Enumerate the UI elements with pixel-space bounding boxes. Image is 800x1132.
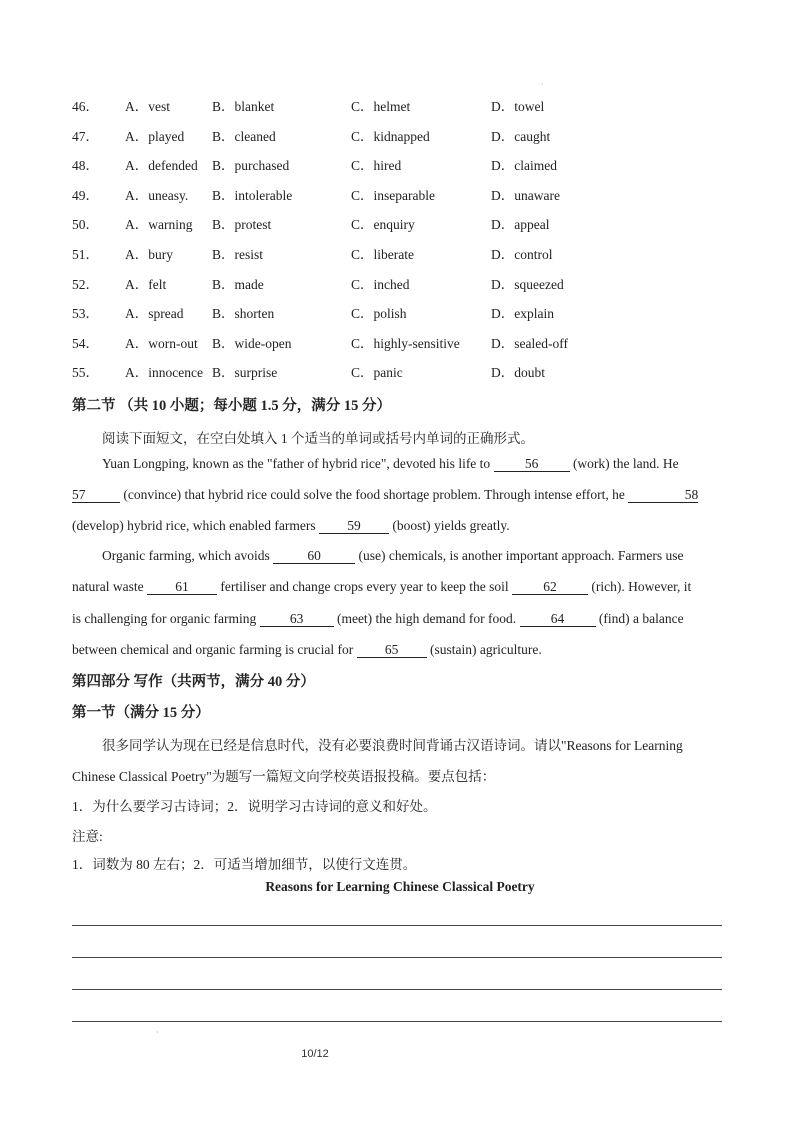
- question-row: [72, 94, 672, 124]
- question-row: [72, 242, 672, 272]
- question-row: [72, 212, 672, 242]
- multiple-choice-list: [72, 94, 672, 390]
- question-number: 47．: [72, 128, 99, 144]
- option-b: B．intolerable: [212, 187, 293, 203]
- writing-notes: 1．词数为 80 左右；2．可适当增加细节，以使行文连贯。: [72, 857, 417, 872]
- option-d: D．sealed-off: [491, 335, 568, 351]
- passage-line-3: (develop) hybrid rice, which enabled farmers 59 (boost) yields greatly.: [72, 518, 510, 533]
- question-row: [72, 153, 672, 183]
- option-a: A．vest: [125, 99, 170, 114]
- question-number: 46．: [72, 99, 99, 114]
- option-d: D．towel: [491, 99, 545, 114]
- option-a: A．worn-out: [125, 335, 198, 351]
- section2-heading: 第二节 （共 10 小题；每小题 1.5 分，满分 15 分）: [72, 398, 391, 414]
- option-b: B．blanket: [212, 99, 275, 114]
- answer-line: [72, 989, 722, 990]
- question-row: [72, 331, 672, 361]
- option-d: D．appeal: [491, 217, 550, 233]
- question-number: 55．: [72, 365, 99, 381]
- option-a: A．spread: [125, 306, 184, 322]
- blank-61: 61: [147, 579, 217, 595]
- question-number: 50．: [72, 217, 99, 233]
- question-number: 54．: [72, 335, 99, 351]
- question-number: 52．: [72, 276, 99, 292]
- option-b: B．cleaned: [212, 128, 276, 144]
- option-b: B．purchased: [212, 158, 290, 174]
- passage-line-4: Organic farming, which avoids 60 (use) chemicals, is another important approach. Farmers use: [102, 548, 684, 563]
- essay-title: Reasons for Learning Chinese Classical Poetry: [265, 879, 535, 894]
- option-a: A．warning: [125, 217, 193, 233]
- passage-line-7: between chemical and organic farming is crucial for 65 (sustain) agriculture.: [72, 642, 542, 657]
- option-b: B．protest: [212, 217, 272, 233]
- answer-line: [72, 1021, 722, 1022]
- blank-59: 59: [319, 518, 389, 534]
- option-d: D．doubt: [491, 365, 545, 381]
- writing-points: 1．为什么要学习古诗词；2．说明学习古诗词的意义和好处。: [72, 799, 437, 814]
- blank-58: 58: [628, 487, 698, 503]
- option-b: B．made: [212, 276, 264, 292]
- option-b: B．resist: [212, 246, 264, 262]
- option-a: A．played: [125, 128, 185, 144]
- blank-56: 56: [494, 456, 570, 472]
- part4-subheading: 第一节（满分 15 分）: [72, 705, 210, 721]
- option-b: B．surprise: [212, 365, 278, 381]
- option-c: C．enquiry: [351, 217, 415, 233]
- option-d: D．squeezed: [491, 276, 564, 292]
- option-c: C．panic: [351, 365, 403, 381]
- option-c: C．highly-sensitive: [351, 335, 460, 351]
- blank-60: 60: [273, 548, 355, 564]
- scan-dot: ·: [541, 80, 544, 89]
- section2-instruction: 阅读下面短文，在空白处填入 1 个适当的单词或括号内单词的正确形式。: [102, 431, 534, 446]
- option-b: B．wide-open: [212, 335, 292, 351]
- question-row: [72, 124, 672, 154]
- passage-line-6: is challenging for organic farming 63 (meet) the high demand for food. 64 (find) a balance: [72, 611, 684, 626]
- option-c: C．inched: [351, 276, 410, 292]
- scan-dot: ·: [156, 1028, 159, 1037]
- note-label: 注意:: [72, 829, 103, 844]
- question-number: 49．: [72, 187, 99, 203]
- answer-line: [72, 925, 722, 926]
- question-row: [72, 360, 672, 390]
- question-row: [72, 272, 672, 302]
- option-d: D．claimed: [491, 158, 557, 174]
- writing-prompt-line-2: Chinese Classical Poetry"为题写一篇短文向学校英语报投稿。要点包括：: [72, 769, 496, 784]
- question-number: 53．: [72, 306, 99, 322]
- option-a: A．innocence: [125, 365, 203, 381]
- question-number: 51．: [72, 246, 99, 262]
- passage-line-2: 57 (convince) that hybrid rice could solve the food shortage problem. Through intense effort, he 58: [72, 487, 699, 502]
- option-a: A．bury: [125, 246, 173, 262]
- option-d: D．unaware: [491, 187, 560, 203]
- question-number: 48．: [72, 158, 99, 174]
- option-b: B．shorten: [212, 306, 275, 322]
- blank-57: 57: [72, 487, 120, 503]
- option-d: D．caught: [491, 128, 551, 144]
- option-c: C．kidnapped: [351, 128, 430, 144]
- option-d: D．explain: [491, 306, 554, 322]
- option-c: C．polish: [351, 306, 407, 322]
- blank-65: 65: [357, 642, 427, 658]
- blank-63: 63: [260, 611, 334, 627]
- passage-line-5: natural waste 61 fertiliser and change crops every year to keep the soil 62 (rich). However, it: [72, 579, 692, 594]
- option-c: C．hired: [351, 158, 402, 174]
- option-c: C．inseparable: [351, 187, 435, 203]
- passage-line-1: Yuan Longping, known as the "father of hybrid rice", devoted his life to 56 (work) the land. He: [102, 456, 679, 471]
- option-c: C．helmet: [351, 99, 411, 114]
- blank-64: 64: [520, 611, 596, 627]
- writing-prompt-line-1: 很多同学认为现在已经是信息时代，没有必要浪费时间背诵古汉语诗词。请以"Reasons for Learning: [102, 738, 683, 753]
- answer-line: [72, 957, 722, 958]
- blank-62: 62: [512, 579, 588, 595]
- page-number: 10/12: [301, 1048, 329, 1060]
- question-row: [72, 301, 672, 331]
- question-row: [72, 183, 672, 213]
- part4-heading: 第四部分 写作（共两节，满分 40 分）: [72, 674, 315, 690]
- option-d: D．control: [491, 246, 553, 262]
- option-a: A．uneasy.: [125, 187, 189, 203]
- option-a: A．felt: [125, 276, 167, 292]
- option-c: C．liberate: [351, 246, 414, 262]
- option-a: A．defended: [125, 158, 198, 174]
